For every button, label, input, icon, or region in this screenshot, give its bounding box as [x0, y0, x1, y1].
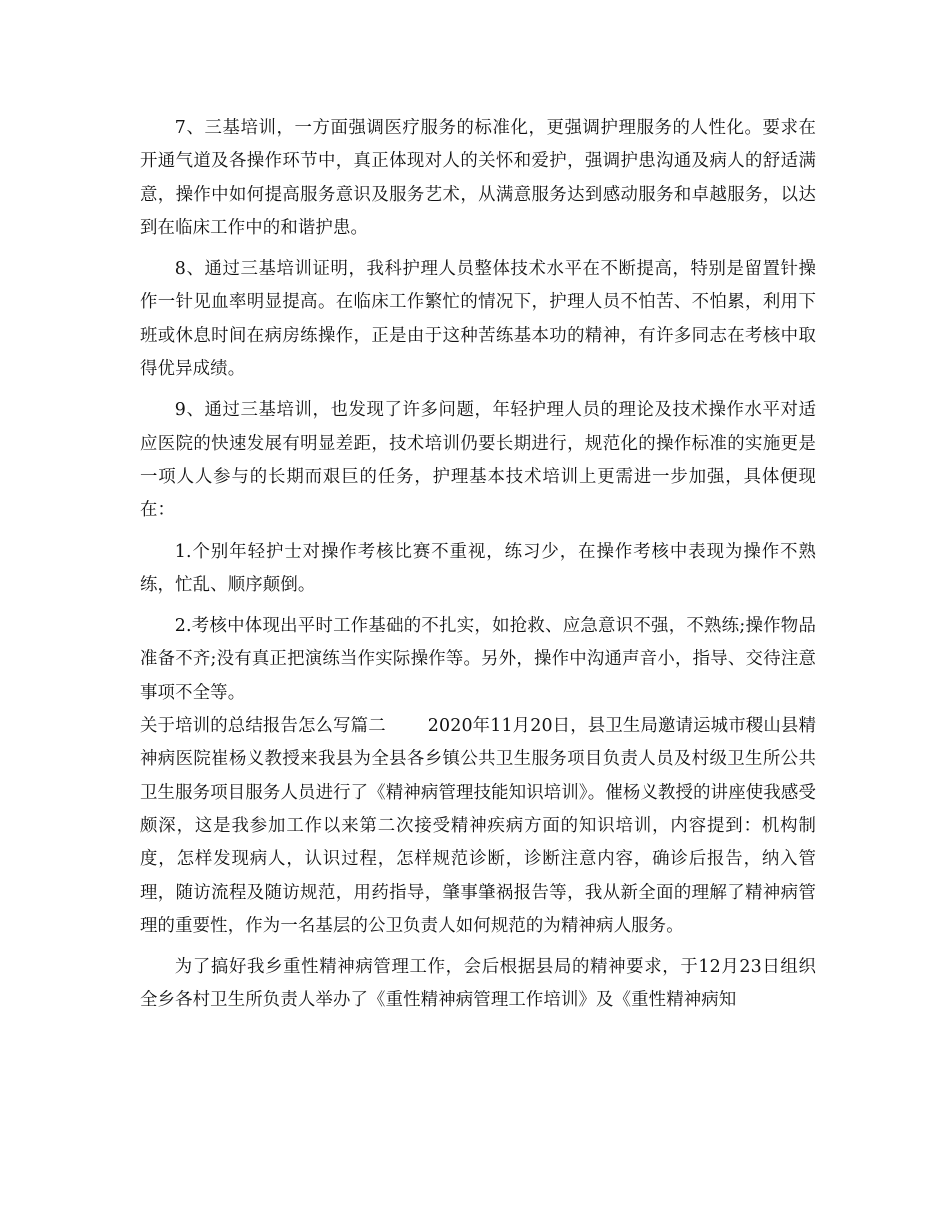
last-paragraph: 为了搞好我乡重性精神病管理工作，会后根据县局的精神要求，于12月23日组织全乡各村卫生所负责人举办了《重性精神病管理工作培训》及《重性精神病知 [140, 957, 816, 1011]
list-item-2: 2.考核中体现出平时工作基础的不扎实，如抢救、应急意识不强，不熟练;操作物品准备不齐;没有真正把演练当作实际操作等。另外，操作中沟通声音小，指导、交待注意事项不全等。 [140, 616, 816, 703]
paragraph-8: 8、通过三基培训证明，我科护理人员整体技术水平在不断提高，特别是留置针操作一针见血率明显提高。在临床工作繁忙的情况下，护理人员不怕苦、不怕累，利用下班或休息时间在病房练操作，正是由于这种苦练基本功的精神，有许多同志在考核中取得优异成绩。 [140, 259, 816, 380]
list-item-1: 1.个别年轻护士对操作考核比赛不重视，练习少，在操作考核中表现为操作不熟练，忙乱、顺序颠倒。 [140, 541, 816, 595]
section-body: 2020年11月20日，县卫生局邀请运城市稷山县精神病医院崔杨义教授来我县为全县各乡镇公共卫生服务项目负责人员及村级卫生所公共卫生服务项目服务人员进行了《精神病管理技能知识培训》。催杨义教授的讲座使我感受颇深，这是我参加工作以来第二次接受精神疾病方面的知识培训，内容提到：机构制度，怎样发现病人，认识过程，怎样规范诊断，诊断注意内容，确诊后报告，纳入管理，随访流程及随访规范，用药指导，肇事肇祸报告等，我从新全面的理解了精神病管理的重要性，作为一名基层的公卫负责人如何规范的为精神病人服务。 [140, 716, 816, 936]
section-two-paragraph [140, 710, 816, 943]
document-body [140, 112, 816, 1018]
paragraph-9: 9、通过三基培训，也发现了许多问题，年轻护理人员的理论及技术操作水平对适应医院的快速发展有明显差距，技术培训仍要长期进行，规范化的操作标准的实施更是一项人人参与的长期而艰巨的任务，护理基本技术培训上更需进一步加强，具体便现在： [140, 400, 816, 521]
paragraph-7: 7、三基培训，一方面强调医疗服务的标准化，更强调护理服务的人性化。要求在开通气道及各操作环节中，真正体现对人的关怀和爱护，强调护患沟通及病人的舒适满意，操作中如何提高服务意识及服务艺术，从满意服务达到感动服务和卓越服务，以达到在临床工作中的和谐护患。 [140, 118, 816, 238]
section-title: 关于培训的总结报告怎么写篇二 [140, 716, 386, 737]
